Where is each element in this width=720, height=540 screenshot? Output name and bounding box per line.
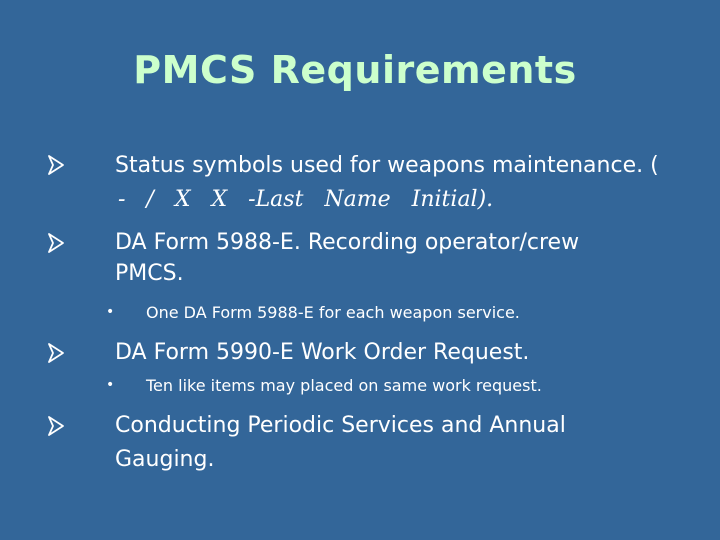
bullet-da-form-5990: DA Form 5990-E Work Order Request. <box>115 340 530 365</box>
sub-bullet-dot: • <box>106 304 115 320</box>
bullet-da-form-5988-line1: DA Form 5988-E. Recording operator/crew <box>115 230 580 255</box>
bullet-status-symbols-line2: - / X X -Last Name Initial). <box>118 187 494 212</box>
arrowhead-bullet-icon <box>47 414 65 438</box>
sub-bullet-ten-like-items: Ten like items may placed on same work request. <box>146 376 542 395</box>
bullet-periodic-services-line2: Gauging. <box>115 447 215 472</box>
bullet-periodic-services-line1: Conducting Periodic Services and Annual <box>115 413 566 438</box>
bullet-status-symbols-line1: Status symbols used for weapons maintenance. ( <box>115 153 659 178</box>
bullet-da-form-5988-line2: PMCS. <box>115 261 184 286</box>
arrowhead-bullet-icon <box>47 341 65 365</box>
arrowhead-bullet-icon <box>47 231 65 255</box>
sub-bullet-one-form-per-service: One DA Form 5988-E for each weapon service. <box>146 303 520 322</box>
slide-title: PMCS Requirements <box>133 48 577 92</box>
arrowhead-bullet-icon <box>47 153 65 177</box>
sub-bullet-dot: • <box>106 377 115 393</box>
